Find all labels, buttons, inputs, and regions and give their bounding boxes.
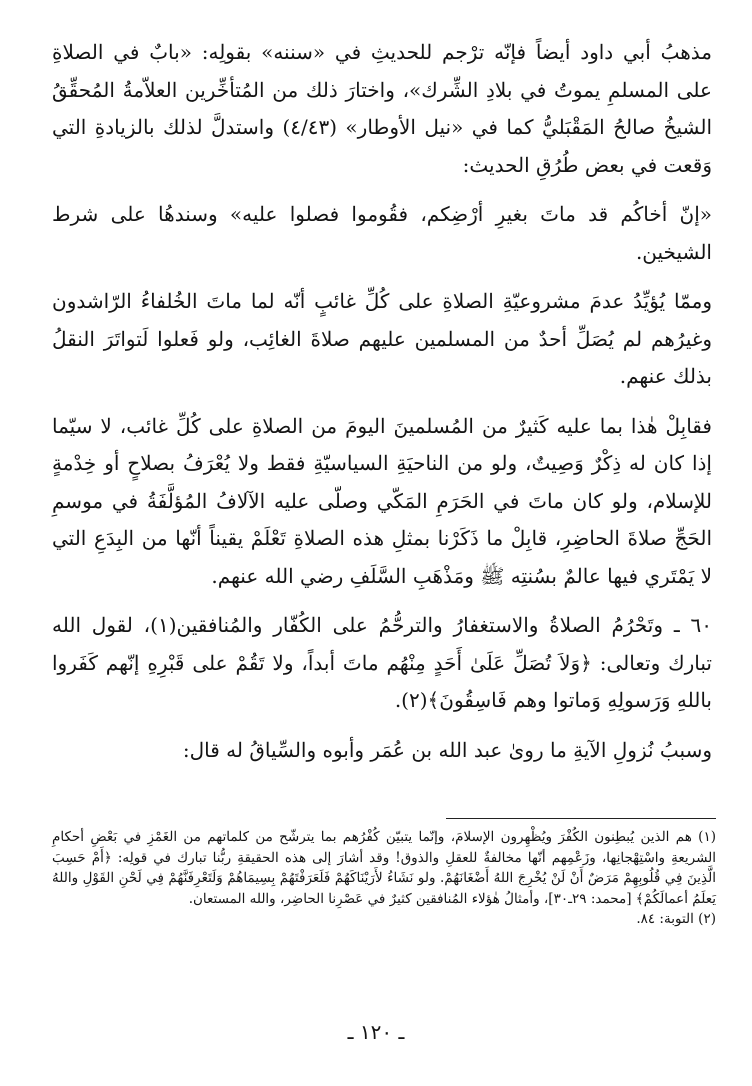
paragraph-5: ٦٠ ـ وتَحْرُمُ الصلاةُ والاستغفارُ والترحُّمُ على الكُفّار والمُنافقين(١)، لقول الله تبارك وتعالى: ﴿وَلاَ تُصَلِّ عَلَىٰ أَحَدٍ مِنْهُم ماتَ أبداً، ولا تَقُمْ على قَبْرِهِ إنّهم كَفَروا باللهِ وَرَسولِهِ وَماتوا وهم فَاسِقُونَ﴾(٢). <box>52 613 712 712</box>
paragraph-1: مذهبُ أبي داود أيضاً فإنّه ترْجم للحديثِ في «سننه» بقولِه: «بابٌ في الصلاةِ على المسلمِ يموتُ في بلادِ الشِّرك»، واختارَ ذلك من المُتأخِّرين العلاّمةُ المُحقِّقُ الشيخُ صالحُ المَقْبَليُّ كما في «نيل الأوطار» (٤/٤٣) واستدلَّ لذلك بالزيادةِ التي وَقعت في بعض طُرُقِ الحديث: <box>52 40 712 177</box>
paragraph-3: وممّا يُؤيِّدُ عدمَ مشروعيّةِ الصلاةِ على كُلِّ غائبٍ أنّه لما ماتَ الخُلفاءُ الرّاشدون وغيرُهم لم يُصَلِّ أحدٌ من المسلمين عليهم صلاةَ الغائِب، ولو فَعلوا لَتواتَرَ النقلُ بذلك عنهم. <box>52 289 712 388</box>
footnote-1: (١) هم الذين يُبطِنون الكُفْرَ ويُظْهِرون الإسلامَ، وإنّما يتبيّن كُفْرُهم بما يترشّح من كلماتهم من الغَمْزِ في بَعْضِ أحكامِ الشريعةِ واسْتِهْجانِها، وزَعْمِهم أنّها مخالفةٌ للعقلِ والذوق! وقد أشارَ إلى هذه الحقيقةِ ربُّنا تبارك في قولِه: ﴿أَمْ حَسِبَ الَّذِينَ فِي قُلُوبِهِمْ مَرَضٌ أَنْ لَنْ يُخْرِجَ اللهُ أَضْغَانَهُمْ. ولو نَشَاءُ لأَرَيْنَاكَهُمْ فَلَعَرَفْتَهُمْ بِسِيمَاهُمْ وَلَتَعْرِفَنَّهُمْ فِي لَحْنِ القَوْلِ واللهُ يَعلَمُ أعمالَكُمْ﴾ [محمد: ٢٩ـ٣٠]، وأمثالُ هٰؤلاء المُنافقين كثيرٌ في عَصْرِنا الحاضِر، والله المستعان. <box>52 829 716 907</box>
page-number: ـ ١٢٠ ـ <box>347 1020 405 1044</box>
paragraph-2: «إنّ أخاكُم قد ماتَ بغيرِ أرْضِكم، فقُوموا فصلوا عليه» وسندهُا على شرط الشيخين. <box>52 202 713 264</box>
footnotes <box>52 818 716 930</box>
footnote-2: (٢) التوبة: ٨٤. <box>636 911 716 927</box>
footnote-divider <box>446 818 716 819</box>
paragraph-6: وسببُ نُزولِ الآيةِ ما روىٰ عبد الله بن عُمَر وأبوه والسِّياقُ له قال: <box>182 737 712 762</box>
page-body <box>52 34 712 769</box>
paragraph-4: فقابِلْ هٰذا بما عليه كَثيرٌ من المُسلمينَ اليومَ من الصلاةِ على كُلِّ غائب، لا سيّما إذا كان له ذِكْرٌ وَصِيتٌ، ولو من الناحيَةِ السياسيّةِ فقط ولا يُعْرَفُ بصلاحٍ أو خِدْمةٍ للإسلام، ولو كان ماتَ في الحَرَمِ المَكّي وصلّى عليه الآلافُ المُؤلَّفَةُ في موسمِ الحَجِّ صلاةَ الحاضِرِ، قابِلْ ما ذَكَرْنا بمثلِ هذه الصلاةِ تَعْلَمْ يقيناً أنّها من البِدَعِ التي لا يَمْتَري فيها عالمٌ بسُنتِه ﷺ ومَذْهَبِ السَّلَفِ رضي الله عنهم. <box>52 413 712 588</box>
